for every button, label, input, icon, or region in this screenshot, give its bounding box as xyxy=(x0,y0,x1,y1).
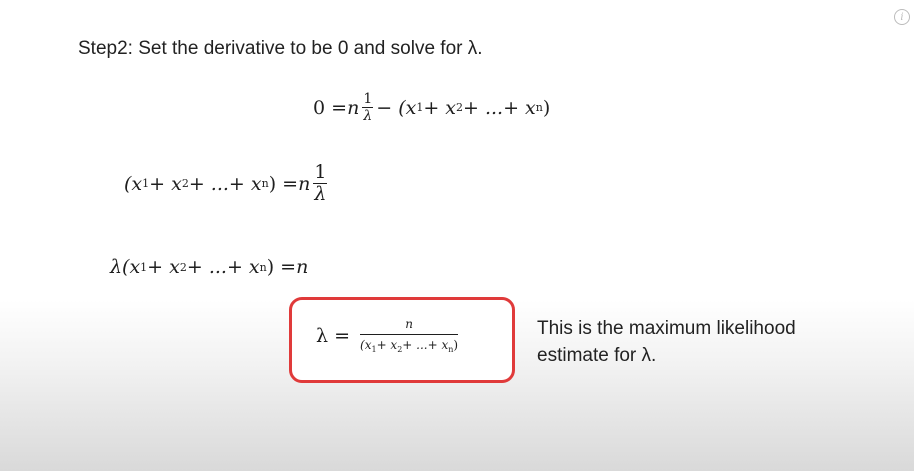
eq2-sub1: 1 xyxy=(142,177,150,190)
slide-heading: Step2: Set the derivative to be 0 and solve for λ. xyxy=(78,38,483,59)
eq3-open: λ(x xyxy=(110,256,141,278)
eq4-den-close: ) xyxy=(453,338,459,352)
eq4-den xyxy=(360,339,458,354)
eq1-lhs: 0 = xyxy=(313,96,348,119)
eq3-sub2: 2 xyxy=(179,260,187,274)
equation-2 xyxy=(124,163,330,204)
eq2-frac-den: λ xyxy=(314,183,327,205)
equation-1 xyxy=(313,92,550,123)
info-icon[interactable]: i xyxy=(894,9,910,25)
eq2-open: (x xyxy=(124,172,143,195)
eq3-coef: n xyxy=(296,256,309,278)
eq3-mid: ) = xyxy=(266,256,297,278)
eq2-coef: n xyxy=(298,172,311,195)
eq1-rest: − (x xyxy=(376,96,417,119)
equation-4 xyxy=(316,318,461,354)
eq1-p2: + ...+ x xyxy=(463,96,536,119)
eq4-subn: n xyxy=(448,345,454,354)
eq4-num: n xyxy=(405,317,413,331)
eq3-p1: + x xyxy=(147,256,180,278)
eq2-mid: ) = xyxy=(268,172,299,195)
eq3-sub1: 1 xyxy=(140,260,148,274)
eq2-p2: + ...+ x xyxy=(188,172,262,195)
eq1-frac-den: λ xyxy=(363,108,373,124)
eq1-coef: n xyxy=(347,96,360,119)
eq4-p1: + x xyxy=(376,338,398,352)
eq1-p1: + x xyxy=(423,96,457,119)
mle-note-line-1: This is the maximum likelihood xyxy=(537,318,796,339)
eq2-subn: n xyxy=(261,177,269,190)
eq4-den-open: (x xyxy=(360,338,372,352)
eq1-subn: n xyxy=(535,101,543,114)
eq4-p2: + ...+ x xyxy=(402,338,449,352)
equation-3 xyxy=(110,256,308,278)
eq2-frac-num: 1 xyxy=(314,161,327,183)
eq2-p1: + x xyxy=(149,172,182,195)
mle-note-line-2: estimate for λ. xyxy=(537,345,657,366)
eq3-subn: n xyxy=(259,260,267,274)
eq1-sub1: 1 xyxy=(416,101,424,114)
eq2-sub2: 2 xyxy=(181,177,189,190)
eq4-frac-bar xyxy=(360,334,458,335)
eq1-frac-num: 1 xyxy=(363,91,373,107)
eq4-sub1: 1 xyxy=(371,345,377,354)
mle-note xyxy=(537,315,857,369)
eq1-close: ) xyxy=(542,96,551,119)
eq2-fraction xyxy=(313,163,327,204)
eq4-fraction xyxy=(360,318,458,354)
eq1-fraction xyxy=(362,92,373,123)
eq3-p2: + ...+ x xyxy=(186,256,260,278)
eq4-sub2: 2 xyxy=(397,345,403,354)
eq4-lhs: λ = xyxy=(316,325,351,347)
eq1-sub2: 2 xyxy=(456,101,464,114)
